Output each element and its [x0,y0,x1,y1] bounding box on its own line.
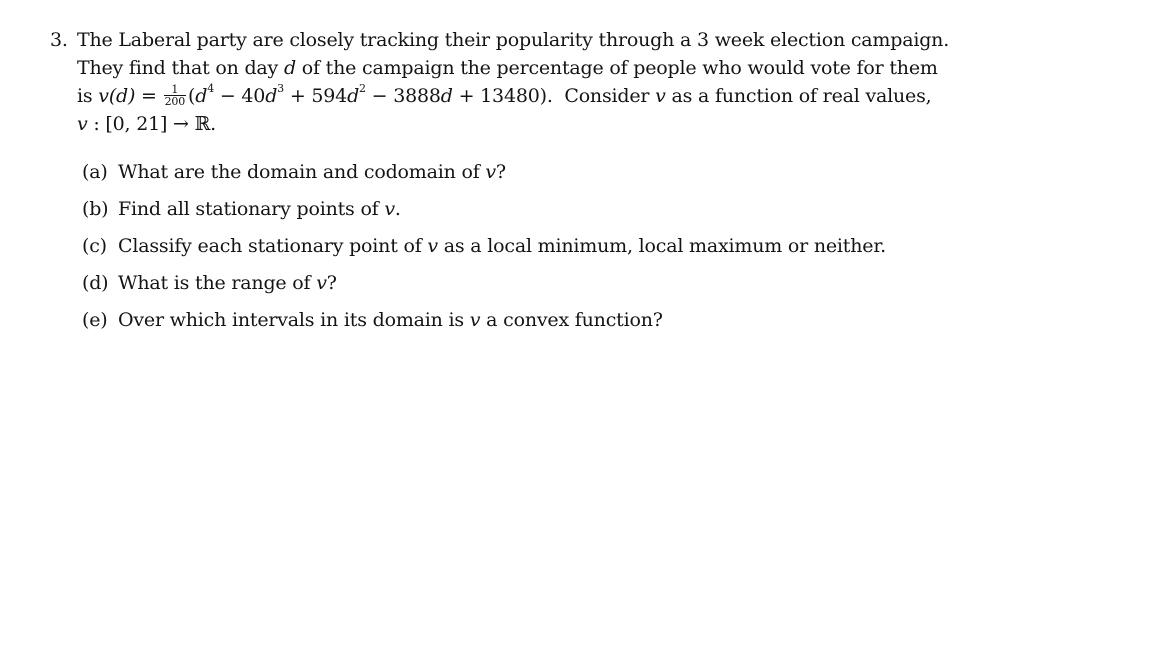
part-label: (e) [82,309,108,331]
exponent: 4 [207,81,215,95]
part-label: (a) [82,161,108,183]
variable-d: d [347,85,360,107]
function-mapping: : [0, 21] → ℝ. [87,113,217,135]
variable-v: v [77,113,88,135]
polynomial-term: − 40 [214,85,266,107]
problem-line-2 [50,54,938,82]
equals-sign: = [135,85,163,107]
part-text: . [394,198,401,220]
exponent: 3 [277,81,284,95]
polynomial-term: − 3888 [365,85,441,107]
polynomial-term: + 13480). [452,85,553,107]
part-text: a convex function? [480,309,663,331]
part-text: ? [495,161,506,183]
question-part-c [82,231,886,268]
fraction-numerator: 1 [164,84,186,96]
problem-text: is [77,85,99,107]
part-text: as a local minimum, local maximum or neither. [437,235,886,257]
problem-line-3 [50,81,932,110]
variable-v: v [469,309,481,331]
variable-v: v [384,198,395,220]
problem-text-line-1: The Laberal party are closely tracking their popularity through a 3 week election campaign. [77,29,950,51]
exponent: 2 [359,81,366,95]
variable-v: v [427,235,438,257]
problem-statement [50,26,950,138]
variable-d: d [440,85,453,107]
problem-text: They find that on day [77,57,284,79]
problem-text: as a function of real values, [665,85,932,107]
polynomial-term: + 594 [283,85,348,107]
question-part-a [82,157,886,194]
problem-text: of the campaign the percentage of people who would vote for them [295,57,938,79]
question-part-e [82,305,886,342]
variable-v: v [316,272,327,294]
question-part-b [82,194,886,231]
variable-d: d [265,85,278,107]
function-v-of-d: v(d) [98,85,136,107]
problem-text: Consider [552,85,656,107]
part-text: Find all stationary points of [118,198,385,220]
part-text: ? [326,272,337,294]
part-text: What are the domain and codomain of [118,161,486,183]
part-text: Over which intervals in its domain is [118,309,470,331]
problem-line-4 [50,110,850,138]
variable-v: v [485,161,496,183]
fraction-denominator: 200 [164,94,186,108]
variable-v: v [655,85,666,107]
paren-open: ( [188,85,196,107]
part-label: (d) [82,272,109,294]
fraction-one-over-200 [164,84,186,107]
part-label: (c) [82,235,107,257]
problem-line-1 [50,26,950,54]
part-text: Classify each stationary point of [118,235,428,257]
question-parts [82,157,886,342]
part-text: What is the range of [118,272,317,294]
variable-d: d [283,57,296,79]
variable-d: d [195,85,208,107]
part-label: (b) [82,198,109,220]
question-part-d [82,268,886,305]
problem-number: 3. [50,29,68,51]
